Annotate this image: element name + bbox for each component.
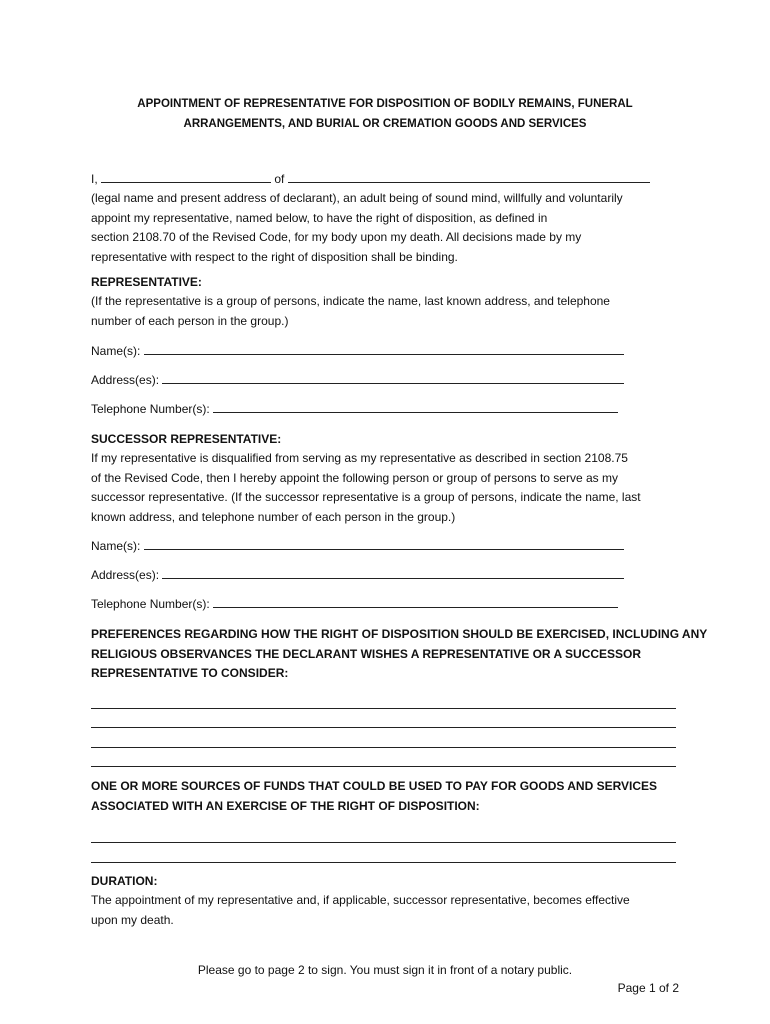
representative-address-field[interactable] [162, 372, 624, 384]
representative-phone-row [91, 400, 618, 420]
successor-paragraph [91, 449, 691, 527]
document-title [60, 94, 710, 134]
funds-blank-line[interactable] [91, 862, 676, 863]
funds-heading [91, 777, 691, 816]
successor-address-field[interactable] [162, 567, 624, 579]
representative-note [91, 292, 691, 331]
declarant-name-field[interactable] [101, 171, 271, 183]
successor-address-row [91, 566, 624, 586]
representative-note-line: number of each person in the group.) [91, 313, 289, 328]
declarant-prefix: I, [91, 172, 98, 186]
declarant-of: of [274, 172, 285, 186]
representative-phone-field[interactable] [213, 401, 618, 413]
representative-phone-label: Telephone Number(s): [91, 402, 210, 416]
declarant-address-field[interactable] [288, 171, 650, 183]
title-line-2: ARRANGEMENTS, AND BURIAL OR CREMATION GOODS AND SERVICES [183, 118, 587, 130]
funds-heading-line: ONE OR MORE SOURCES OF FUNDS THAT COULD BE USED TO PAY FOR GOODS AND SERVICES [91, 779, 658, 793]
successor-line: of the Revised Code, then I hereby appoint the following person or group of persons to serve as my [91, 470, 618, 485]
intro-line: (legal name and present address of declarant), an adult being of sound mind, willfully and voluntarily [91, 191, 623, 205]
funds-heading-line: ASSOCIATED WITH AN EXERCISE OF THE RIGHT OF DISPOSITION: [91, 798, 480, 813]
title-line-1: APPOINTMENT OF REPRESENTATIVE FOR DISPOSITION OF BODILY REMAINS, FUNERAL [137, 98, 633, 110]
successor-names-field[interactable] [144, 538, 624, 550]
intro-line: section 2108.70 of the Revised Code, for my body upon my death. All decisions made by my [91, 230, 582, 244]
successor-names-label: Name(s): [91, 539, 141, 553]
successor-line: If my representative is disqualified from serving as my representative as described in section 2108.75 [91, 451, 628, 465]
successor-phone-field[interactable] [213, 596, 618, 608]
duration-line: The appointment of my representative and, if applicable, successor representative, becomes effective [91, 893, 630, 907]
preferences-blank-line[interactable] [91, 747, 676, 748]
intro-line: representative with respect to the right of disposition shall be binding. [91, 249, 458, 264]
duration-heading: DURATION: [91, 874, 158, 888]
duration-paragraph [91, 891, 691, 930]
representative-names-label: Name(s): [91, 344, 141, 358]
preferences-heading [91, 625, 708, 684]
funds-blank-line[interactable] [91, 842, 676, 843]
representative-heading: REPRESENTATIVE: [91, 275, 202, 289]
successor-phone-row [91, 595, 618, 615]
declarant-line [91, 170, 650, 190]
representative-names-field[interactable] [144, 343, 624, 355]
successor-heading: SUCCESSOR REPRESENTATIVE: [91, 432, 282, 446]
duration-line: upon my death. [91, 912, 174, 927]
preferences-blank-line[interactable] [91, 708, 676, 709]
preferences-blank-line[interactable] [91, 727, 676, 728]
successor-line: successor representative. (If the successor representative is a group of persons, indicate the name, last [91, 490, 641, 504]
preferences-blank-line[interactable] [91, 766, 676, 767]
page-number: Page 1 of 2 [617, 981, 679, 995]
footer-note: Please go to page 2 to sign. You must sign it in front of a notary public. [197, 963, 573, 977]
successor-address-label: Address(es): [91, 568, 160, 582]
representative-names-row [91, 342, 624, 362]
representative-note-line: (If the representative is a group of persons, indicate the name, last known address, and telephone [91, 294, 610, 308]
representative-address-row [91, 371, 624, 391]
intro-line: appoint my representative, named below, to have the right of disposition, as defined in [91, 210, 548, 225]
preferences-heading-line: REPRESENTATIVE TO CONSIDER: [91, 666, 289, 680]
intro-paragraph [91, 189, 691, 267]
successor-names-row [91, 537, 624, 557]
preferences-heading-line: PREFERENCES REGARDING HOW THE RIGHT OF DISPOSITION SHOULD BE EXERCISED, INCLUDING ANY [91, 627, 708, 641]
representative-address-label: Address(es): [91, 373, 160, 387]
successor-line: known address, and telephone number of each person in the group.) [91, 509, 456, 524]
preferences-heading-line: RELIGIOUS OBSERVANCES THE DECLARANT WISHES A REPRESENTATIVE OR A SUCCESSOR [91, 646, 642, 661]
successor-phone-label: Telephone Number(s): [91, 597, 210, 611]
